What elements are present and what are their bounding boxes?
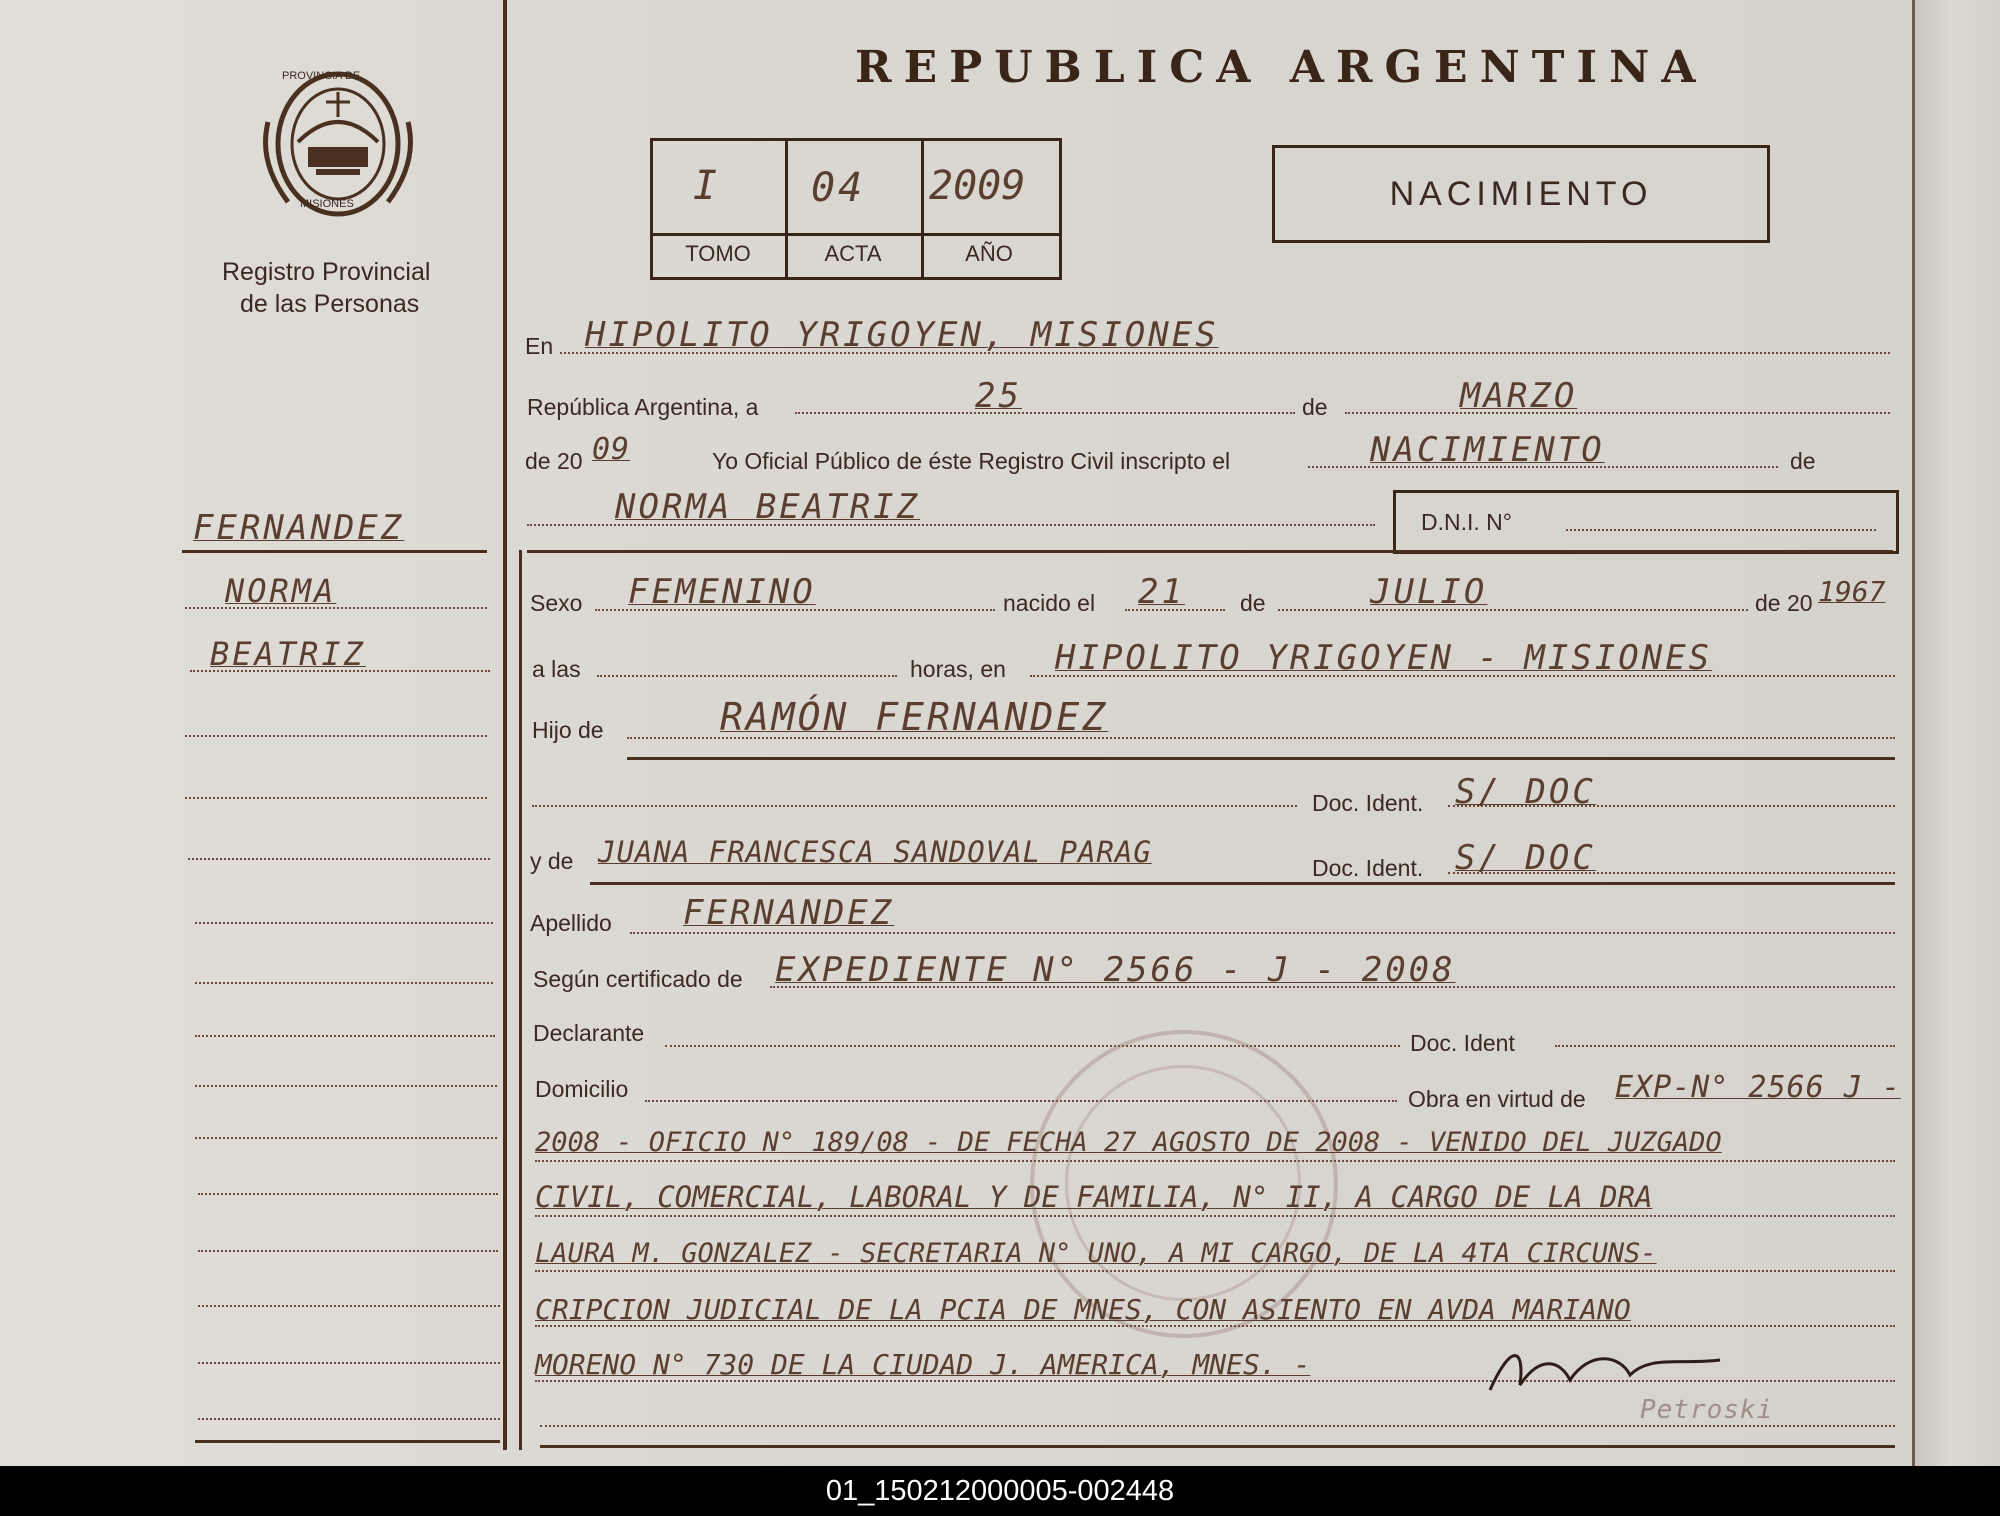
birth-year-value: 1967 <box>1818 575 1886 608</box>
declarante-doc-label: Doc. Ident <box>1410 1030 1515 1056</box>
person-name-value: NORMA BEATRIZ <box>615 487 921 527</box>
margin-surname: FERNANDEZ <box>193 508 405 548</box>
de-label-3: de <box>1240 590 1266 616</box>
record-type-box: NACIMIENTO <box>1272 145 1770 243</box>
dni-box <box>1393 490 1899 554</box>
page-edge <box>1915 0 2000 1466</box>
day-value: 25 <box>975 376 1022 416</box>
horas-label: horas, en <box>910 656 1006 682</box>
apellido-value: FERNANDEZ <box>683 893 895 933</box>
seal-text-bottom: MISIONES <box>300 198 354 210</box>
place-value: HIPOLITO YRIGOYEN, MISIONES <box>585 315 1219 355</box>
year-prefix-label: de 20 <box>525 448 583 474</box>
domicilio-label: Domicilio <box>535 1076 629 1102</box>
father-doc-label: Doc. Ident. <box>1312 790 1424 816</box>
mother-doc-label: Doc. Ident. <box>1312 855 1424 881</box>
registry-name-line2: de las Personas <box>240 290 420 318</box>
obra-label: Obra en virtud de <box>1408 1086 1586 1112</box>
reference-table <box>650 138 1062 280</box>
en-label: En <box>525 333 554 359</box>
body-line-5: MORENO N° 730 DE LA CIUDAD J. AMERICA, MNES. - <box>535 1348 1311 1381</box>
body-line-4: CRIPCION JUDICIAL DE LA PCIA DE MNES, CON ASIENTO EN AVDA MARIANO <box>535 1293 1631 1326</box>
tomo-value: I <box>693 163 721 209</box>
inscripto-value: NACIMIENTO <box>1370 430 1605 470</box>
margin-name-1: NORMA <box>225 572 337 610</box>
body-line-1: 2008 - OFICIO N° 189/08 - DE FECHA 27 AGOSTO DE 2008 - VENIDO DEL JUZGADO <box>535 1127 1722 1158</box>
birth-month-value: JULIO <box>1370 572 1488 612</box>
sexo-value: FEMENINO <box>628 572 816 612</box>
form-right-border <box>1912 0 1915 1466</box>
yde-label: y de <box>530 848 574 874</box>
dni-label: D.N.I. N° <box>1421 509 1512 535</box>
seal-text-top: PROVINCIA DE <box>282 70 361 82</box>
apellido-label: Apellido <box>530 910 612 936</box>
footer-bar <box>0 1466 2000 1516</box>
acta-value: 04 <box>811 165 866 211</box>
month-value: MARZO <box>1460 376 1578 416</box>
certificado-value: EXPEDIENTE N° 2566 - J - 2008 <box>775 950 1456 990</box>
alas-label: a las <box>532 656 581 682</box>
body-line-3: LAURA M. GONZALEZ - SECRETARIA N° UNO, A MI CARGO, DE LA 4TA CIRCUNS- <box>535 1238 1657 1269</box>
segun-label: Según certificado de <box>533 966 743 992</box>
republica-label: República Argentina, a <box>527 394 759 420</box>
father-doc-value: S/ DOC <box>1455 772 1596 812</box>
mother-value: JUANA FRANCESCA SANDOVAL PARAG <box>598 835 1152 869</box>
registry-name-line1: Registro Provincial <box>222 258 431 286</box>
de-label-1: de <box>1302 394 1328 420</box>
hijo-label: Hijo de <box>532 717 604 743</box>
anio-value: 2009 <box>929 163 1026 209</box>
oficial-label: Yo Oficial Público de éste Registro Civil inscripto el <box>712 448 1231 474</box>
document-id: 01_150212000005-002448 <box>825 1475 1175 1507</box>
document-title: REPUBLICA ARGENTINA <box>855 42 1708 93</box>
sexo-label: Sexo <box>530 590 583 616</box>
anio-label: AÑO <box>965 241 1013 266</box>
body-line-2: CIVIL, COMERCIAL, LABORAL Y DE FAMILIA, N° II, A CARGO DE LA DRA <box>535 1180 1653 1214</box>
father-value: RAMÓN FERNANDEZ <box>720 695 1109 739</box>
tomo-label: TOMO <box>685 241 751 266</box>
year-suffix-value: 09 <box>592 432 631 467</box>
nacido-label: nacido el <box>1003 590 1096 616</box>
right-divider <box>519 550 522 1450</box>
margin-name-2: BEATRIZ <box>210 635 366 673</box>
obra-start-value: EXP-N° 2566 J - <box>1615 1070 1901 1105</box>
de-label-2: de <box>1790 448 1816 474</box>
mother-doc-value: S/ DOC <box>1455 838 1596 878</box>
acta-label: ACTA <box>824 241 882 266</box>
signature-name: Petroski <box>1640 1395 1774 1425</box>
birth-day-value: 21 <box>1138 572 1185 612</box>
birth-place-value: HIPOLITO YRIGOYEN - MISIONES <box>1055 638 1713 678</box>
left-divider <box>503 0 507 1450</box>
de20-label: de 20 <box>1755 590 1813 616</box>
declarante-label: Declarante <box>533 1020 645 1046</box>
